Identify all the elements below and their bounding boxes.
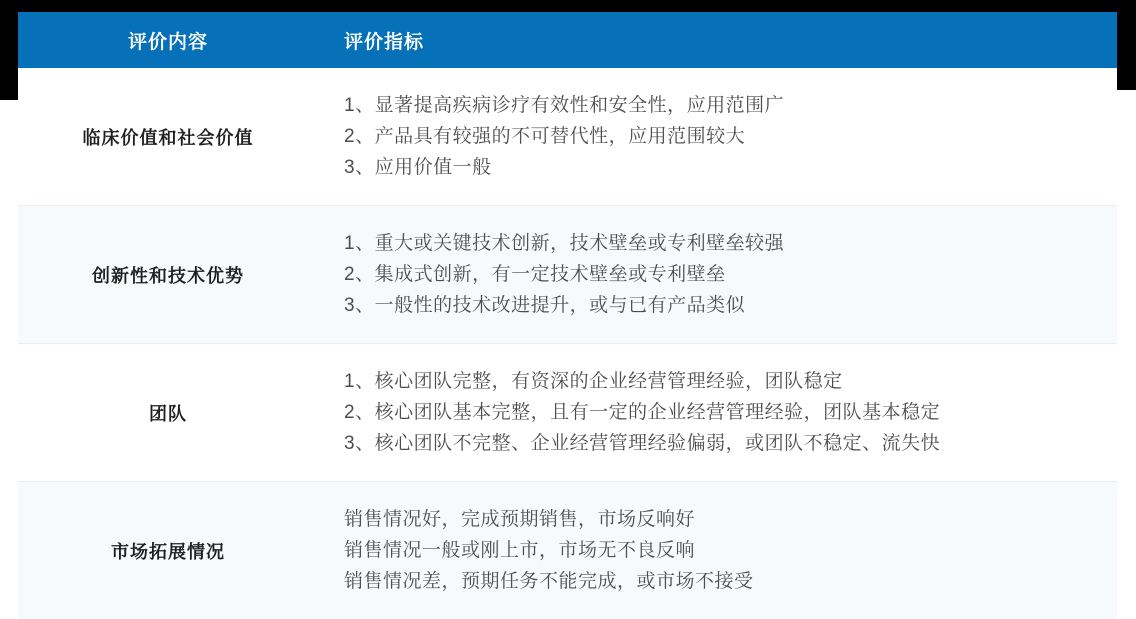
category-label: 市场拓展情况	[111, 541, 225, 562]
category-label: 临床价值和社会价值	[82, 127, 254, 148]
indicator-item: 2、核心团队基本完整，且有一定的企业经营管理经验，团队基本稳定	[344, 402, 941, 423]
category-label: 团队	[149, 403, 187, 424]
indicator-item: 2、集成式创新，有一定技术壁垒或专利壁垒	[344, 264, 726, 285]
table-row	[18, 68, 1117, 206]
table-row	[18, 482, 1117, 619]
category-cell	[18, 68, 318, 205]
category-cell	[18, 482, 318, 619]
indicator-item: 3、应用价值一般	[344, 157, 492, 178]
header-col-evaluation-indicator: 评价指标	[344, 31, 425, 53]
indicator-cell	[318, 68, 1117, 205]
backdrop-top	[0, 0, 1136, 12]
header-col-evaluation-content: 评价内容	[127, 31, 208, 53]
category-cell	[18, 206, 318, 343]
indicator-item: 3、核心团队不完整、企业经营管理经验偏弱，或团队不稳定、流失快	[344, 433, 941, 454]
table-body	[18, 68, 1117, 619]
indicator-cell	[318, 206, 1117, 343]
indicator-item: 1、重大或关键技术创新，技术壁垒或专利壁垒较强	[344, 233, 785, 254]
indicator-item: 2、产品具有较强的不可替代性，应用范围较大	[344, 126, 746, 147]
table-header-row	[18, 12, 1117, 68]
indicator-cell	[318, 344, 1117, 481]
indicator-item: 1、核心团队完整，有资深的企业经营管理经验，团队稳定	[344, 371, 843, 392]
indicator-item: 3、一般性的技术改进提升，或与已有产品类似	[344, 295, 746, 316]
category-label: 创新性和技术优势	[92, 265, 244, 286]
indicator-item: 销售情况一般或刚上市，市场无不良反响	[344, 540, 696, 561]
indicator-item: 1、显著提高疾病诊疗有效性和安全性，应用范围广	[344, 95, 785, 116]
evaluation-table	[18, 12, 1117, 619]
indicator-item: 销售情况差，预期任务不能完成，或市场不接受	[344, 571, 754, 592]
indicator-item: 销售情况好，完成预期销售，市场反响好	[344, 509, 696, 530]
backdrop-left	[0, 0, 18, 100]
table-row	[18, 344, 1117, 482]
indicator-cell	[318, 482, 1117, 619]
table-row	[18, 206, 1117, 344]
category-cell	[18, 344, 318, 481]
backdrop-right	[1117, 0, 1136, 90]
